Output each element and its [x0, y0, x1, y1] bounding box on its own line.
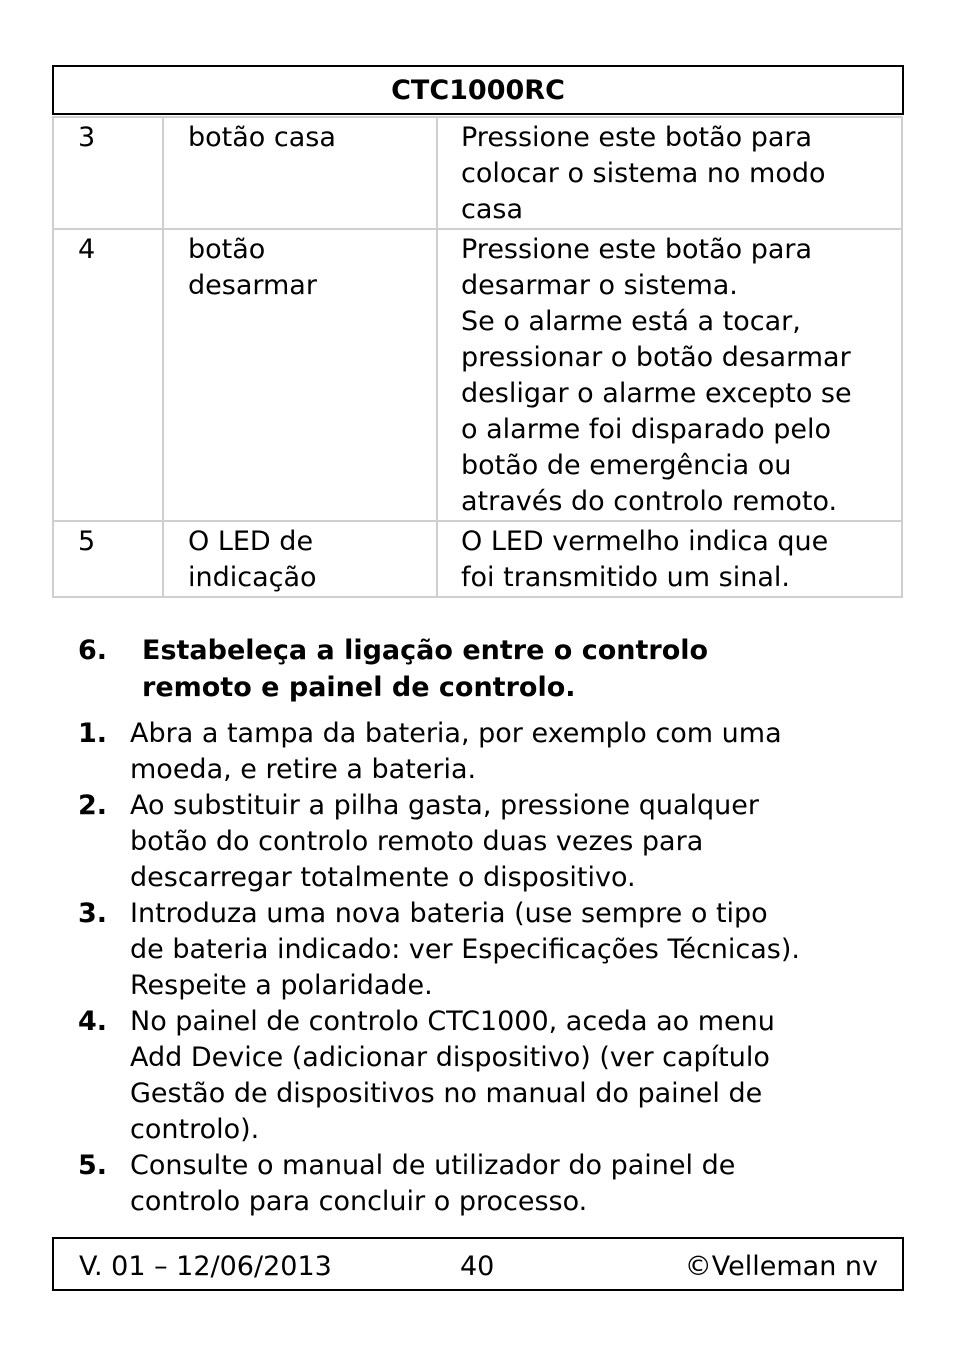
row-description: Pressione este botão para colocar o sistema no modo casa — [437, 117, 902, 229]
list-item: 3. Introduza uma nova bateria (use sempre o tipo de bateria indicado: ver Especificações Técnicas). Respeite a polaridade. — [78, 898, 800, 1001]
step-number: 5. — [78, 1150, 108, 1181]
button-table — [52, 116, 903, 598]
step-number: 4. — [78, 1006, 108, 1037]
page-number: 40 — [460, 1251, 495, 1282]
section-title: Estabeleça a ligação entre o controlo remoto e painel de controlo. — [142, 635, 709, 703]
row-description: O LED vermelho indica que foi transmitido um sinal. — [437, 521, 902, 597]
step-number: 1. — [78, 718, 108, 749]
row-number: 4 — [53, 229, 163, 521]
list-item: 1. Abra a tampa da bateria, por exemplo com uma moeda, e retire a bateria. — [78, 718, 782, 785]
step-number: 3. — [78, 898, 108, 929]
row-number: 3 — [53, 117, 163, 229]
row-name: botão desarmar — [163, 229, 437, 521]
model-title: CTC1000RC — [391, 74, 565, 106]
list-item: 4. No painel de controlo CTC1000, aceda ao menu Add Device (adicionar dispositivo) (ver capítulo Gestão de dispositivos no manual do painel de controlo). — [78, 1006, 775, 1145]
page-header — [52, 65, 904, 115]
table-row — [53, 117, 902, 229]
version-date: V. 01 – 12/06/2013 — [79, 1251, 332, 1282]
row-description: Pressione este botão para desarmar o sistema. Se o alarme está a tocar, pressionar o botão desarmar desligar o alarme excepto se o alarme foi disparado pelo botão de emergência ou através do controlo remoto. — [437, 229, 902, 521]
copyright: ©Velleman nv — [684, 1251, 878, 1282]
steps-list — [78, 716, 800, 1220]
table-row — [53, 521, 902, 597]
section-number: 6. — [78, 635, 108, 666]
page-footer — [52, 1237, 904, 1291]
list-item: 5. Consulte o manual de utilizador do painel de controlo para concluir o processo. — [78, 1150, 736, 1217]
row-name: botão casa — [163, 117, 437, 229]
table-row — [53, 229, 902, 521]
step-number: 2. — [78, 790, 108, 821]
row-name: O LED de indicação — [163, 521, 437, 597]
list-item: 2. Ao substituir a pilha gasta, pressione qualquer botão do controlo remoto duas vezes para descarregar totalmente o dispositivo. — [78, 790, 759, 893]
row-number: 5 — [53, 521, 163, 597]
